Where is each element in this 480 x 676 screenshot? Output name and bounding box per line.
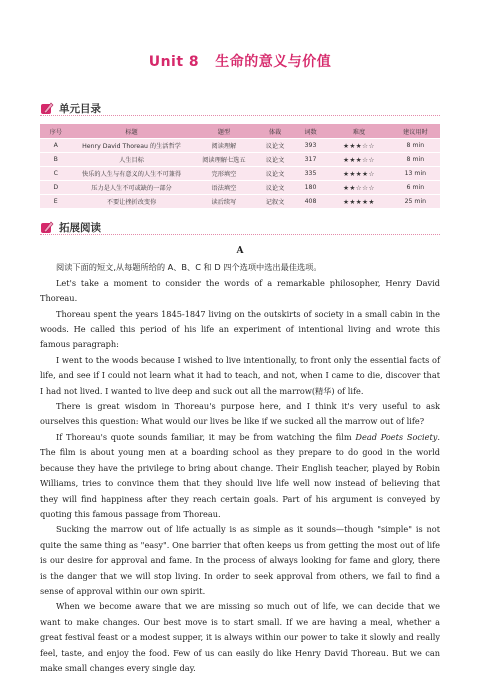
paragraph (40, 430, 440, 522)
toc-cell-genre: 议论文 (256, 139, 293, 153)
toc-header-cell: 体裁 (256, 124, 293, 139)
table-row (40, 139, 440, 153)
toc-cell-genre: 记叙文 (256, 195, 293, 209)
unit-number: Unit 8 (148, 54, 200, 70)
toc-cell-genre: 议论文 (256, 153, 293, 167)
table-row (40, 181, 440, 195)
toc-cell-index: B (40, 153, 72, 167)
reading-passage (40, 244, 440, 676)
pen-icon (40, 220, 54, 234)
toc-cell-time: 8 min (391, 153, 440, 167)
table-row (40, 153, 440, 167)
toc-header-cell: 建议用时 (391, 124, 440, 139)
toc-cell-words: 408 (294, 195, 328, 209)
film-title: Dead Poets Society (355, 431, 438, 442)
toc-cell-time: 6 min (391, 181, 440, 195)
paragraph-text: . The film is about young men at a boarding school as they prepare to do good in the world because they have the privilege to bring about change. Their English teacher, played by Robin Williams, tries to convince them that they should live life well now instead of believing that they will find happiness after they reach certain goals. Part of his argument is conveyed by quoting this famous passage from Thoreau. (40, 431, 441, 519)
paragraph-text: If Thoreau's quote sounds familiar, it may be from watching the film (56, 431, 356, 442)
toc-cell-title: Henry David Thoreau 的生活哲学 (72, 139, 192, 153)
passage-instruction: 阅读下面的短文,从每题所给的 A、B、C 和 D 四个选项中选出最佳选项。 (56, 262, 322, 273)
paragraph: When we become aware that we are missing so much out of life, we can decide that we want to make changes. Our best move is to start small. If we are having a meal, whether a great festival feast or a modest supper, it is always within our power to take it slowly and really feel, taste, and enjoy the food. Few of us can easily do like Henry David Thoreau. But we can make small changes every single day. (40, 601, 440, 673)
toc-cell-time: 13 min (391, 167, 440, 181)
toc-cell-type: 阅读理解 (192, 139, 257, 153)
toc-cell-words: 393 (294, 139, 328, 153)
toc-cell-genre: 议论文 (256, 181, 293, 195)
toc-cell-index: E (40, 195, 72, 209)
toc-cell-title: 不要让挫折改变你 (72, 195, 192, 209)
toc-header-cell: 题型 (192, 124, 257, 139)
toc-cell-type: 阅读理解七选五 (192, 153, 257, 167)
toc-cell-difficulty: ★★☆☆☆ (327, 181, 390, 195)
toc-cell-words: 317 (294, 153, 328, 167)
toc-section-label: 单元目录 (59, 102, 101, 115)
pen-icon (40, 101, 54, 115)
toc-cell-type: 读后续写 (192, 195, 257, 209)
table-row (40, 167, 440, 181)
paragraph: I went to the woods because I wished to live intentionally, to front only the essential facts of life, and see if I could not learn what it had to teach, and not, when I came to die, discover that I had not lived. I wanted to live deep and suck out all the marrow(精华) of life. (40, 354, 440, 396)
toc-table (40, 124, 440, 208)
toc-header-cell: 序号 (40, 124, 72, 139)
toc-cell-index: A (40, 139, 72, 153)
divider (40, 115, 440, 116)
reading-section-header (40, 218, 101, 236)
toc-section-header (40, 99, 101, 117)
toc-cell-words: 180 (294, 181, 328, 195)
toc-cell-time: 25 min (391, 195, 440, 209)
toc-cell-genre: 议论文 (256, 167, 293, 181)
toc-cell-type: 完形填空 (192, 167, 257, 181)
reading-section-label: 拓展阅读 (59, 221, 101, 234)
toc-cell-time: 8 min (391, 139, 440, 153)
table-row (40, 195, 440, 209)
paragraph: There is great wisdom in Thoreau's purpose here, and I think it's very useful to ask ourselves this question: What would our lives be like if we sucked all the marrow out of life? (40, 401, 440, 427)
toc-header-cell: 标题 (72, 124, 192, 139)
toc-header-cell: 词数 (294, 124, 328, 139)
unit-topic: 生命的意义与价值 (215, 54, 332, 70)
passage-letter: A (236, 246, 244, 256)
toc-cell-words: 335 (294, 167, 328, 181)
paragraph: Thoreau spent the years 1845-1847 living on the outskirts of society in a small cabin in the woods. He called this period of his life an experiment of intentional living and wrote this famous paragraph: (40, 308, 440, 350)
toc-cell-title: 人生目标 (72, 153, 192, 167)
toc-header-cell: 难度 (327, 124, 390, 139)
toc-cell-difficulty: ★★★☆☆ (327, 153, 390, 167)
toc-cell-difficulty: ★★★★★ (327, 195, 390, 209)
paragraph: Sucking the marrow out of life actually is as simple as it sounds—though "simple" is not quite the same thing as "easy". One barrier that often keeps us from getting the most out of life is our desire for approval and fame. In the process of always looking for fame and glory, there is the danger that we will stop living. In order to seek approval from others, we fail to find a sense of approval within our own spirit. (40, 524, 440, 596)
toc-cell-difficulty: ★★★★☆ (327, 167, 390, 181)
toc-cell-type: 语法填空 (192, 181, 257, 195)
toc-cell-index: D (40, 181, 72, 195)
toc-cell-title: 压力是人生不可或缺的一部分 (72, 181, 192, 195)
toc-header-row (40, 124, 440, 139)
divider (40, 234, 440, 235)
paragraph: Let's take a moment to consider the words of a remarkable philosopher, Henry David Thoreau. (40, 277, 440, 304)
toc-cell-index: C (40, 167, 72, 181)
toc-cell-difficulty: ★★★☆☆ (327, 139, 390, 153)
unit-title (0, 51, 480, 71)
toc-cell-title: 快乐的人生与有意义的人生不可兼得 (72, 167, 192, 181)
